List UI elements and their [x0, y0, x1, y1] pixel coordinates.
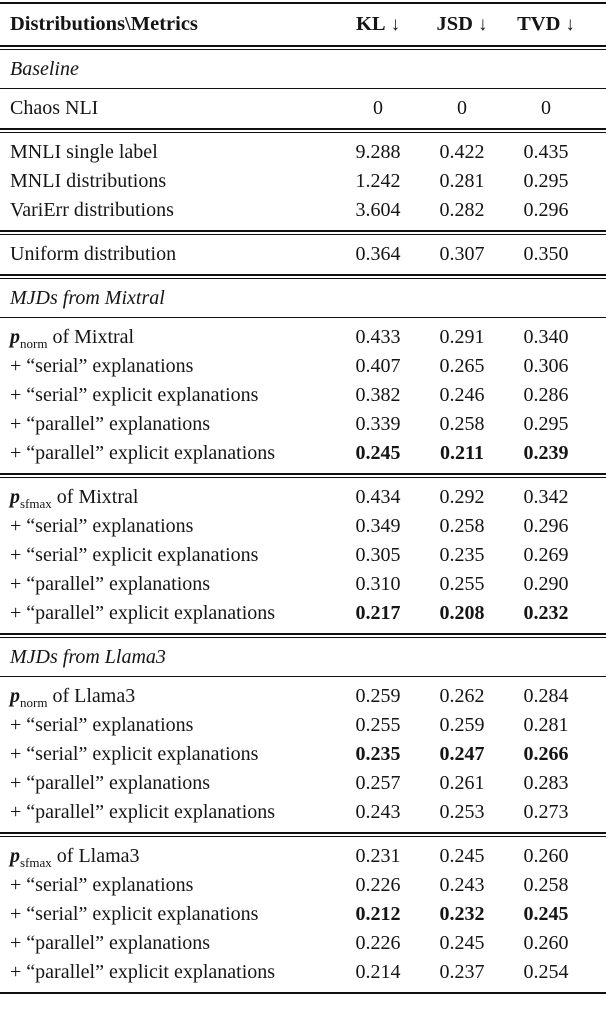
cell-jsd: 0.245: [439, 845, 485, 867]
cell-jsd: 0.258: [439, 515, 485, 537]
table-row: [0, 842, 606, 871]
math-subscript: sfmax: [20, 855, 52, 870]
cell-jsd: 0.258: [439, 413, 485, 435]
cell-tvd: 0.273: [523, 801, 569, 823]
table-row: [0, 958, 606, 987]
table-row: [0, 352, 606, 381]
cell-tvd: 0.295: [523, 413, 569, 435]
cell-tvd: 0.266: [523, 743, 569, 765]
cell-tvd: 0.306: [523, 355, 569, 377]
cell-tvd: 0.296: [523, 515, 569, 537]
cell-tvd: 0.283: [523, 772, 569, 794]
cell-jsd: 0.243: [439, 874, 485, 896]
cell-jsd: 0.208: [439, 602, 485, 624]
table-row: [0, 711, 606, 740]
cell-jsd: 0.211: [440, 442, 484, 464]
header-jsd: [420, 13, 504, 36]
table-row: [0, 410, 606, 439]
cell-kl: 0.226: [355, 874, 401, 896]
cell-tvd: 0.254: [523, 961, 569, 983]
row-label: + “parallel” explicit explanations: [10, 602, 276, 624]
cell-jsd: 0.292: [439, 486, 485, 508]
row-label: + “serial” explanations: [10, 355, 194, 377]
cell-kl: 0.217: [355, 602, 401, 624]
table-row: [0, 323, 606, 352]
row-label: + “serial” explicit explanations: [10, 544, 259, 566]
cell-kl: 0.407: [355, 355, 401, 377]
cell-jsd: 0.255: [439, 573, 485, 595]
table-row: [0, 599, 606, 628]
header-kl-label: KL: [355, 13, 386, 35]
cell-jsd: 0.265: [439, 355, 485, 377]
table-row: [0, 798, 606, 827]
row-label: $p_{norm}$ of Mixtral: [10, 326, 135, 351]
table-row: [0, 138, 606, 167]
header-kl: [336, 13, 420, 36]
cell-tvd: 0.232: [523, 602, 569, 624]
cell-kl: 0.364: [355, 243, 401, 265]
cell-kl: 0.243: [355, 801, 401, 823]
row-label: + “parallel” explanations: [10, 772, 211, 794]
cell-kl: 0.349: [355, 515, 401, 537]
header-tvd-label: TVD: [517, 13, 561, 35]
row-label: $p_{norm}$ of Llama3: [10, 685, 136, 710]
cell-kl: 3.604: [355, 199, 401, 221]
section-heading: Baseline: [10, 58, 79, 80]
cell-jsd: 0.253: [439, 801, 485, 823]
cell-tvd: 0.245: [523, 903, 569, 925]
cell-kl: 0.339: [355, 413, 401, 435]
cell-jsd: 0.246: [439, 384, 485, 406]
cell-jsd: 0.307: [439, 243, 485, 265]
math-p-symbol: p: [10, 845, 20, 867]
table-header: [0, 4, 606, 45]
cell-jsd: 0.245: [439, 932, 485, 954]
math-p-symbol: p: [10, 486, 20, 508]
math-p-symbol: p: [10, 685, 20, 707]
table-row-group: [0, 677, 606, 832]
table-row: [0, 94, 606, 123]
cell-jsd: 0.247: [439, 743, 485, 765]
section-heading-row: [0, 638, 606, 676]
cell-kl: 0.433: [355, 326, 401, 348]
row-label: + “parallel” explanations: [10, 413, 211, 435]
table-row: [0, 900, 606, 929]
table-row: [0, 240, 606, 269]
row-label: + “parallel” explicit explanations: [10, 442, 276, 464]
row-label: + “serial” explanations: [10, 874, 194, 896]
row-label: + “serial” explicit explanations: [10, 903, 259, 925]
table-row: [0, 929, 606, 958]
math-subscript: sfmax: [20, 496, 52, 511]
cell-tvd: 0.342: [523, 486, 569, 508]
cell-jsd: 0.237: [439, 961, 485, 983]
row-label: + “parallel” explicit explanations: [10, 801, 276, 823]
table-row: [0, 512, 606, 541]
cell-kl: 0.245: [355, 442, 401, 464]
cell-jsd: 0: [457, 97, 467, 119]
row-label: $p_{sfmax}$ of Llama3: [10, 845, 140, 870]
cell-kl: 0.434: [355, 486, 401, 508]
section-heading-row: [0, 279, 606, 317]
cell-kl: 0.235: [355, 743, 401, 765]
table-row-group: [0, 235, 606, 274]
cell-tvd: 0.258: [523, 874, 569, 896]
cell-kl: 0: [373, 97, 383, 119]
table-row: [0, 769, 606, 798]
cell-kl: 0.382: [355, 384, 401, 406]
math-p-symbol: p: [10, 326, 20, 348]
cell-jsd: 0.422: [439, 141, 485, 163]
table-row-group: [0, 478, 606, 633]
row-label: MNLI distributions: [10, 170, 167, 192]
cell-tvd: 0.260: [523, 845, 569, 867]
math-subscript: norm: [20, 336, 48, 351]
section-heading: MJDs from Llama3: [10, 646, 166, 668]
row-label: MNLI single label: [10, 141, 158, 163]
table-row: [0, 682, 606, 711]
cell-kl: 1.242: [355, 170, 401, 192]
table-row: [0, 439, 606, 468]
cell-tvd: 0.281: [523, 714, 569, 736]
math-subscript: norm: [20, 695, 48, 710]
table-row: [0, 871, 606, 900]
cell-kl: 0.255: [355, 714, 401, 736]
table-body: [0, 50, 606, 994]
cell-tvd: 0.350: [523, 243, 569, 265]
cell-jsd: 0.262: [439, 685, 485, 707]
cell-tvd: 0.290: [523, 573, 569, 595]
header-label-column: Distributions\Metrics: [10, 13, 198, 35]
table-row: [0, 167, 606, 196]
table-row: [0, 570, 606, 599]
row-label: + “serial” explicit explanations: [10, 743, 259, 765]
cell-kl: 0.259: [355, 685, 401, 707]
cell-jsd: 0.291: [439, 326, 485, 348]
row-label: + “parallel” explanations: [10, 573, 211, 595]
cell-tvd: 0: [541, 97, 551, 119]
cell-tvd: 0.260: [523, 932, 569, 954]
row-label: + “parallel” explanations: [10, 932, 211, 954]
row-label: + “serial” explanations: [10, 515, 194, 537]
cell-tvd: 0.286: [523, 384, 569, 406]
cell-kl: 0.305: [355, 544, 401, 566]
cell-jsd: 0.235: [439, 544, 485, 566]
cell-kl: 0.226: [355, 932, 401, 954]
down-arrow-icon: ↓: [390, 14, 401, 35]
row-label: Uniform distribution: [10, 243, 177, 265]
table-rule: [0, 992, 606, 994]
header-tvd: [504, 13, 588, 36]
down-arrow-icon: ↓: [477, 14, 488, 35]
table-row-group: [0, 89, 606, 128]
cell-kl: 0.310: [355, 573, 401, 595]
row-label: VariErr distributions: [10, 199, 174, 221]
cell-jsd: 0.281: [439, 170, 485, 192]
cell-jsd: 0.282: [439, 199, 485, 221]
section-heading-row: [0, 50, 606, 88]
cell-tvd: 0.295: [523, 170, 569, 192]
cell-kl: 9.288: [355, 141, 401, 163]
table-row-group: [0, 837, 606, 992]
cell-kl: 0.257: [355, 772, 401, 794]
row-label: + “serial” explicit explanations: [10, 384, 259, 406]
cell-kl: 0.231: [355, 845, 401, 867]
cell-tvd: 0.239: [523, 442, 569, 464]
cell-tvd: 0.269: [523, 544, 569, 566]
row-label: + “parallel” explicit explanations: [10, 961, 276, 983]
table-row: [0, 381, 606, 410]
row-label: + “serial” explanations: [10, 714, 194, 736]
table-row: [0, 541, 606, 570]
cell-kl: 0.212: [355, 903, 401, 925]
table-row: [0, 740, 606, 769]
down-arrow-icon: ↓: [565, 14, 575, 35]
cell-tvd: 0.435: [523, 141, 569, 163]
cell-kl: 0.214: [355, 961, 401, 983]
table-row-group: [0, 133, 606, 230]
cell-tvd: 0.296: [523, 199, 569, 221]
cell-jsd: 0.261: [439, 772, 485, 794]
cell-tvd: 0.284: [523, 685, 569, 707]
section-heading: MJDs from Mixtral: [10, 287, 165, 309]
cell-jsd: 0.259: [439, 714, 485, 736]
cell-tvd: 0.340: [523, 326, 569, 348]
header-jsd-label: JSD: [436, 13, 473, 35]
table-row: [0, 483, 606, 512]
table-row-group: [0, 318, 606, 473]
cell-jsd: 0.232: [439, 903, 485, 925]
table-row: [0, 196, 606, 225]
row-label: $p_{sfmax}$ of Mixtral: [10, 486, 139, 511]
row-label: Chaos NLI: [10, 97, 99, 119]
